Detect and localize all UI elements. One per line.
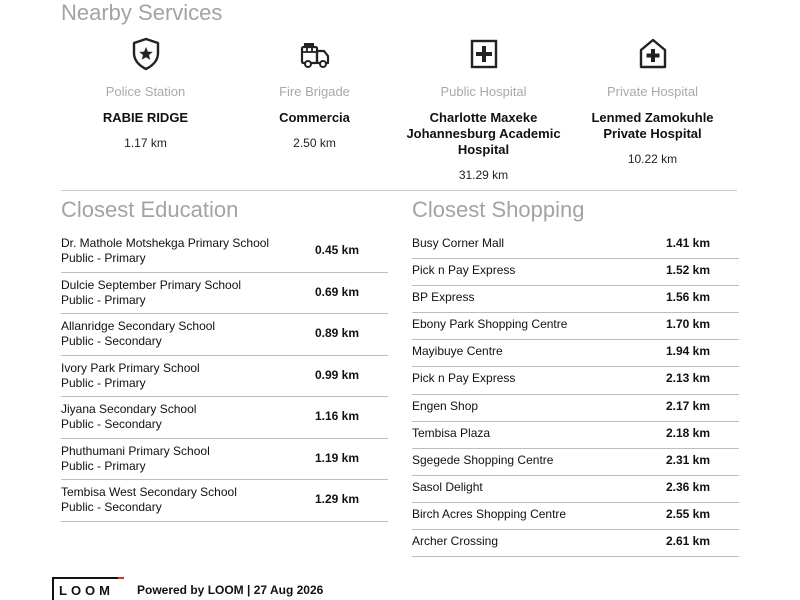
service-type: Police Station <box>105 84 186 99</box>
closest-education-title: Closest Education <box>61 197 239 222</box>
school-name: Tembisa West Secondary School <box>61 485 237 499</box>
school-category: Public - Secondary <box>61 417 162 431</box>
hospital-house-icon <box>637 36 669 72</box>
service-distance: 2.50 km <box>293 136 336 150</box>
service-type: Private Hospital <box>606 84 699 99</box>
shop-name: Busy Corner Mall <box>412 236 505 250</box>
school-distance: 1.29 km <box>314 492 359 506</box>
education-row <box>61 356 388 398</box>
school-category: Public - Secondary <box>61 334 162 348</box>
service-type: Public Hospital <box>440 84 527 99</box>
shopping-row <box>412 313 739 340</box>
shop-name: Pick n Pay Express <box>412 371 516 386</box>
shopping-row <box>412 476 739 503</box>
school-name: Ivory Park Primary School <box>61 360 200 375</box>
school-distance: 0.99 km <box>314 367 359 382</box>
shopping-row <box>412 259 739 286</box>
shop-name: Ebony Park Shopping Centre <box>412 317 568 332</box>
school-name: Jiyana Secondary School <box>61 402 197 416</box>
shop-distance: 2.13 km <box>665 371 710 386</box>
shop-name: Mayibuye Centre <box>412 344 503 359</box>
school-name: Dr. Mathole Motshekga Primary School <box>61 236 270 250</box>
service-distance: 1.17 km <box>124 136 167 150</box>
shop-distance: 1.56 km <box>665 290 710 305</box>
logo-accent <box>118 577 124 579</box>
shopping-row <box>412 340 739 367</box>
service-police-station <box>61 36 230 150</box>
shop-name: Sgegede Shopping Centre <box>412 452 554 467</box>
shop-name: Tembisa Plaza <box>412 425 491 440</box>
loom-logo <box>52 577 122 600</box>
nearby-services <box>61 36 737 186</box>
school-category: Public - Primary <box>61 292 146 307</box>
education-row <box>61 480 388 522</box>
shopping-row <box>412 395 739 422</box>
shop-distance: 2.55 km <box>665 506 710 521</box>
shop-distance: 1.70 km <box>665 317 710 332</box>
school-distance: 0.45 km <box>314 243 359 257</box>
section-divider <box>61 190 737 191</box>
shop-distance: 2.61 km <box>665 534 710 549</box>
service-name: Charlotte Maxeke Johannesburg Academic Hospital <box>406 110 561 157</box>
shopping-row <box>412 367 739 394</box>
education-row <box>61 273 388 315</box>
shop-name: Sasol Delight <box>412 479 483 494</box>
service-fire-brigade <box>230 36 399 150</box>
school-name: Phuthumani Primary School <box>61 443 210 458</box>
shop-distance: 2.18 km <box>665 425 710 440</box>
school-category: Public - Primary <box>61 458 146 473</box>
shop-name: Engen Shop <box>412 398 479 413</box>
school-distance: 0.89 km <box>314 326 359 340</box>
service-name: Lenmed Zamokuhle Private Hospital <box>591 110 714 141</box>
shop-distance: 2.31 km <box>665 452 710 467</box>
school-category: Public - Secondary <box>61 500 162 514</box>
shop-name: BP Express <box>412 290 475 305</box>
shop-distance: 1.52 km <box>665 263 710 278</box>
education-row <box>61 397 388 439</box>
shop-distance: 1.94 km <box>665 344 710 359</box>
shop-distance: 2.36 km <box>665 479 710 494</box>
service-public-hospital <box>399 36 568 182</box>
shopping-row <box>412 503 739 530</box>
shopping-list <box>412 232 739 557</box>
logo-text: LOOM <box>59 583 114 598</box>
shopping-row <box>412 232 739 259</box>
hospital-cross-icon <box>468 36 500 72</box>
service-name: Commercia <box>279 110 350 125</box>
service-name: RABIE RIDGE <box>102 110 189 125</box>
shop-name: Archer Crossing <box>412 534 499 549</box>
education-row <box>61 231 388 273</box>
service-distance: 10.22 km <box>627 152 678 166</box>
shopping-row <box>412 422 739 449</box>
fire-truck-icon <box>299 36 331 72</box>
education-row <box>61 439 388 481</box>
service-type: Fire Brigade <box>279 84 350 99</box>
school-distance: 1.16 km <box>314 409 359 423</box>
shopping-row <box>412 449 739 476</box>
nearby-services-title: Nearby Services <box>61 0 223 25</box>
shop-distance: 1.41 km <box>665 236 710 250</box>
school-name: Dulcie September Primary School <box>61 277 242 292</box>
education-list <box>61 231 388 522</box>
shop-name: Birch Acres Shopping Centre <box>412 506 567 521</box>
shopping-row <box>412 286 739 313</box>
powered-by-text: Powered by LOOM | 27 Aug 2026 <box>137 583 324 597</box>
school-distance: 0.69 km <box>314 284 359 299</box>
school-category: Public - Primary <box>61 251 146 265</box>
school-distance: 1.19 km <box>314 450 359 465</box>
school-name: Allanridge Secondary School <box>61 319 216 333</box>
closest-shopping-title: Closest Shopping <box>412 197 585 222</box>
education-row <box>61 314 388 356</box>
service-private-hospital <box>568 36 737 166</box>
shopping-row <box>412 530 739 557</box>
shop-name: Pick n Pay Express <box>412 263 516 278</box>
police-badge-icon <box>130 36 162 72</box>
shop-distance: 2.17 km <box>665 398 710 413</box>
school-category: Public - Primary <box>61 375 146 390</box>
service-distance: 31.29 km <box>458 168 509 182</box>
